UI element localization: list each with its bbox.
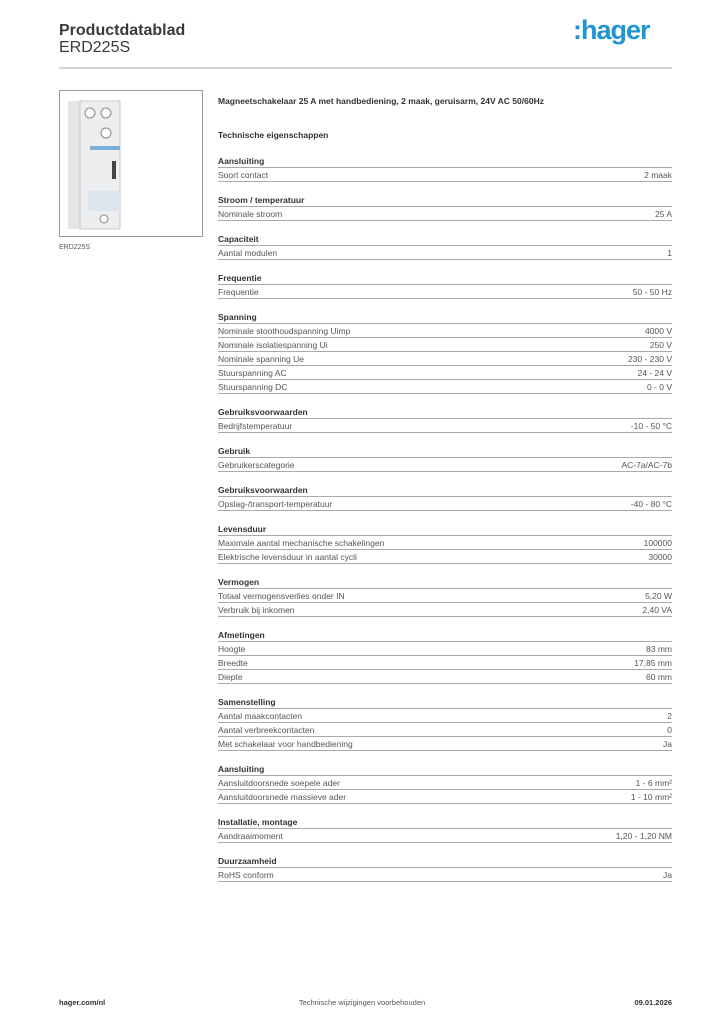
spec-value: 30000	[648, 552, 672, 562]
footer-date: 09.01.2026	[634, 998, 672, 1007]
spec-section	[218, 483, 672, 511]
spec-section	[218, 310, 672, 394]
spec-label: Aantal verbreekcontacten	[218, 725, 315, 735]
spec-section	[218, 522, 672, 564]
spec-value: 2 maak	[644, 170, 672, 180]
spec-label: Frequentie	[218, 287, 259, 297]
spec-label: Aandraaimoment	[218, 831, 283, 841]
footer-notice: Technische wijzigingen voorbehouden	[298, 998, 426, 1007]
product-image	[59, 90, 203, 237]
spec-row	[218, 207, 672, 221]
spec-row	[218, 642, 672, 656]
spec-value: 50 - 50 Hz	[632, 287, 672, 297]
section-heading: Installatie, montage	[218, 815, 672, 829]
spec-row	[218, 670, 672, 684]
spec-value: 230 - 230 V	[628, 354, 672, 364]
spec-row	[218, 656, 672, 670]
hager-logo: :hager	[573, 15, 650, 45]
spec-section	[218, 154, 672, 182]
spec-label: Breedte	[218, 658, 248, 668]
spec-label: Stuurspanning DC	[218, 382, 288, 392]
spec-value: 1	[667, 248, 672, 258]
spec-label: Gebruikerscategorie	[218, 460, 295, 470]
spec-row	[218, 380, 672, 394]
spec-label: Nominale isolatiespanning Ui	[218, 340, 328, 350]
spec-label: RoHS conform	[218, 870, 274, 880]
spec-label: Totaal vermogensverlies onder IN	[218, 591, 345, 601]
spec-value: 17,85 mm	[634, 658, 672, 668]
spec-value: 100000	[643, 538, 672, 548]
spec-value: 2,40 VA	[642, 605, 672, 615]
section-heading: Capaciteit	[218, 232, 672, 246]
spec-row	[218, 246, 672, 260]
spec-row	[218, 589, 672, 603]
section-heading: Samenstelling	[218, 695, 672, 709]
product-code: ERD225S	[59, 39, 131, 56]
spec-section	[218, 232, 672, 260]
spec-row	[218, 737, 672, 751]
spec-row	[218, 603, 672, 617]
spec-section	[218, 695, 672, 751]
spec-section	[218, 405, 672, 433]
spec-row	[218, 324, 672, 338]
tech-heading: Technische eigenschappen	[218, 130, 329, 140]
spec-value: 5,20 W	[645, 591, 672, 601]
section-heading: Aansluiting	[218, 154, 672, 168]
spec-value: 25 A	[654, 209, 672, 219]
spec-label: Maximale aantal mechanische schakelingen	[218, 538, 385, 548]
spec-row	[218, 458, 672, 472]
spec-table	[218, 154, 672, 893]
spec-label: Aantal maakcontacten	[218, 711, 303, 721]
header-divider	[59, 67, 672, 69]
section-heading: Levensduur	[218, 522, 672, 536]
spec-value: -40 - 80 °C	[630, 499, 672, 509]
spec-section	[218, 193, 672, 221]
footer-website[interactable]: hager.com/nl	[59, 998, 106, 1007]
section-heading: Stroom / temperatuur	[218, 193, 672, 207]
spec-value: 1 - 10 mm²	[630, 792, 672, 802]
spec-value: 1 - 6 mm²	[635, 778, 672, 788]
spec-label: Stuurspanning AC	[218, 368, 287, 378]
spec-section	[218, 815, 672, 843]
spec-label: Soort contact	[218, 170, 269, 180]
spec-label: Diepte	[218, 672, 243, 682]
spec-row	[218, 352, 672, 366]
spec-value: 0	[667, 725, 672, 735]
spec-row	[218, 776, 672, 790]
section-heading: Gebruik	[218, 444, 672, 458]
spec-section	[218, 854, 672, 882]
spec-row	[218, 829, 672, 843]
spec-value: -10 - 50 °C	[630, 421, 672, 431]
spec-value: 4000 V	[645, 326, 672, 336]
section-heading: Gebruiksvoorwaarden	[218, 483, 672, 497]
spec-value: Ja	[663, 870, 672, 880]
product-description: Magneetschakelaar 25 A met handbediening, 2 maak, geruisarm, 24V AC 50/60Hz	[218, 96, 544, 106]
spec-value: 83 mm	[646, 644, 672, 654]
spec-value: 60 mm	[646, 672, 672, 682]
spec-row	[218, 419, 672, 433]
section-heading: Spanning	[218, 310, 672, 324]
spec-label: Verbruik bij inkomen	[218, 605, 295, 615]
spec-row	[218, 497, 672, 511]
spec-row	[218, 723, 672, 737]
spec-value: 1,20 - 1,20 NM	[615, 831, 672, 841]
spec-row	[218, 366, 672, 380]
spec-value: AC-7a/AC-7b	[621, 460, 672, 470]
spec-value: 24 - 24 V	[637, 368, 672, 378]
spec-label: Opslag-/transport-temperatuur	[218, 499, 333, 509]
section-heading: Gebruiksvoorwaarden	[218, 405, 672, 419]
section-heading: Aansluiting	[218, 762, 672, 776]
section-heading: Duurzaamheid	[218, 854, 672, 868]
spec-row	[218, 709, 672, 723]
spec-section	[218, 271, 672, 299]
spec-section	[218, 575, 672, 617]
spec-label: Hoogte	[218, 644, 246, 654]
spec-value: 250 V	[649, 340, 672, 350]
spec-section	[218, 444, 672, 472]
spec-value: 0 - 0 V	[646, 382, 672, 392]
spec-row	[218, 868, 672, 882]
section-heading: Vermogen	[218, 575, 672, 589]
spec-label: Nominale spanning Ue	[218, 354, 304, 364]
section-heading: Afmetingen	[218, 628, 672, 642]
spec-section	[218, 762, 672, 804]
spec-row	[218, 168, 672, 182]
spec-label: Met schakelaar voor handbediening	[218, 739, 353, 749]
spec-label: Aantal modulen	[218, 248, 278, 258]
spec-row	[218, 285, 672, 299]
image-caption: ERD225S	[59, 244, 91, 251]
spec-label: Elektrische levensduur in aantal cycli	[218, 552, 357, 562]
spec-label: Bedrijfstemperatuur	[218, 421, 293, 431]
spec-label: Aansluitdoorsnede massieve ader	[218, 792, 347, 802]
spec-section	[218, 628, 672, 684]
spec-label: Nominale stroom	[218, 209, 283, 219]
spec-value: Ja	[663, 739, 672, 749]
spec-label: Aansluitdoorsnede soepele ader	[218, 778, 340, 788]
spec-row	[218, 790, 672, 804]
spec-row	[218, 536, 672, 550]
spec-row	[218, 338, 672, 352]
spec-value: 2	[667, 711, 672, 721]
spec-row	[218, 550, 672, 564]
page-title: Productdatablad	[59, 22, 186, 39]
section-heading: Frequentie	[218, 271, 672, 285]
spec-label: Nominale stoothoudspanning Uimp	[218, 326, 351, 336]
